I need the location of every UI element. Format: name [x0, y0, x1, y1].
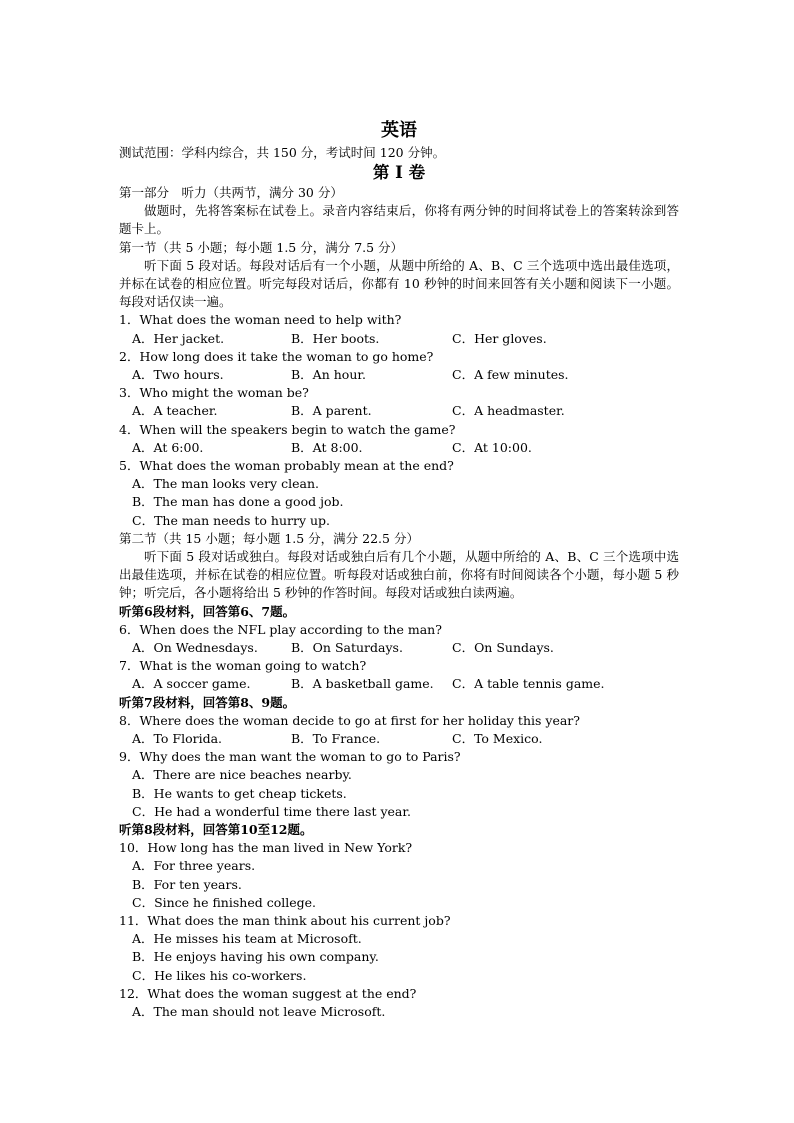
- option-b: B．To France.: [291, 731, 381, 746]
- volume-heading: 第 I 卷: [372, 163, 426, 182]
- options-4: [119, 439, 679, 457]
- option-a: A．For three years.: [132, 858, 256, 874]
- option-b: B．A parent.: [291, 403, 372, 419]
- material-7-heading: 听第7段材料，回答第8、9题。: [119, 694, 296, 710]
- option-c: C．Since he finished college.: [132, 894, 316, 910]
- option-c: C．The man needs to hurry up.: [132, 512, 331, 528]
- question-12: 12．What does the woman suggest at the end?: [119, 985, 417, 1001]
- option-a: A．On Wednesdays.: [132, 640, 258, 656]
- options-6: [119, 639, 679, 657]
- question-9: 9．Why does the man want the woman to go to Paris?: [119, 749, 461, 765]
- question-7: 7．What is the woman going to watch?: [119, 658, 367, 674]
- option-b: B．The man has done a good job.: [132, 494, 344, 510]
- options-2: [119, 366, 679, 384]
- option-a: A．There are nice beaches nearby.: [132, 767, 352, 783]
- option-a: A．A teacher.: [132, 403, 218, 419]
- option-a: A．Her jacket.: [132, 330, 225, 346]
- option-b: B．At 8:00.: [291, 439, 363, 455]
- section2-heading: 第二节（共 15 小题；每小题 1.5 分，满分 22.5 分）: [119, 530, 419, 546]
- option-b: B．A basketball game.: [291, 676, 434, 692]
- question-6: 6．When does the NFL play according to the man?: [119, 621, 442, 637]
- question-8: 8．Where does the woman decide to go at first for her holiday this year?: [119, 712, 580, 728]
- option-c: C．He likes his co-workers.: [132, 967, 307, 983]
- option-b: B．An hour.: [291, 367, 366, 383]
- option-b: B．For ten years.: [132, 876, 242, 892]
- option-c: C．A table tennis game.: [452, 676, 605, 692]
- option-a: A．The man should not leave Microsoft.: [132, 1004, 386, 1020]
- options-8: [119, 730, 679, 748]
- option-c: C．Her gloves.: [452, 330, 547, 346]
- page-title: 英语: [381, 120, 417, 141]
- options-7: [119, 675, 679, 693]
- option-c: C．To Mexico.: [452, 731, 543, 746]
- test-range: 测试范围：学科内综合，共 150 分，考试时间 120 分钟。: [119, 145, 446, 160]
- option-a: A．A soccer game.: [132, 676, 251, 692]
- section1-instructions: 听下面 5 段对话。每段对话后有一个小题，从题中所给的 A、B、C 三个选项中选出最佳选项，并标在试卷的相应位置。听完每段对话后，你都有 10 秒钟的时间来回答有关小题和阅读下一小题。每段对话仅读一遍。: [119, 257, 679, 310]
- option-a: A．At 6:00.: [132, 439, 204, 455]
- material-6-heading: 听第6段材料，回答第6、7题。: [119, 603, 296, 619]
- option-a: A．To Florida.: [132, 731, 222, 746]
- question-4: 4．When will the speakers begin to watch the game?: [119, 421, 456, 437]
- option-c: C．At 10:00.: [452, 439, 532, 455]
- part1-heading: 第一部分 听力（共两节，满分 30 分）: [119, 185, 343, 200]
- option-c: C．He had a wonderful time there last year.: [132, 803, 411, 819]
- section2-instructions: 听下面 5 段对话或独白。每段对话或独白后有几个小题，从题中所给的 A、B、C 三个选项中选出最佳选项，并标在试卷的相应位置。听每段对话或独白前，你将有时间阅读各个小题，每小题 5 秒钟；听完后，各小题将给出 5 秒钟的作答时间。每段对话或独白读两遍。: [119, 549, 679, 601]
- material-8-heading: 听第8段材料，回答第10至12题。: [119, 822, 313, 837]
- option-a: A．He misses his team at Microsoft.: [132, 931, 362, 947]
- option-b: B．On Saturdays.: [291, 640, 403, 656]
- option-c: C．A few minutes.: [452, 367, 569, 383]
- question-11: 11．What does the man think about his current job?: [119, 913, 451, 929]
- question-2: 2．How long does it take the woman to go home?: [119, 348, 434, 364]
- question-1: 1．What does the woman need to help with?: [119, 312, 402, 328]
- options-3: [119, 402, 679, 420]
- option-b: B．He wants to get cheap tickets.: [132, 785, 347, 801]
- option-b: B．He enjoys having his own company.: [132, 949, 379, 965]
- exam-page: [119, 118, 679, 1021]
- question-5: 5．What does the woman probably mean at the end?: [119, 457, 454, 473]
- option-c: C．On Sundays.: [452, 640, 554, 656]
- question-10: 10．How long has the man lived in New York?: [119, 840, 413, 856]
- option-c: C．A headmaster.: [452, 403, 565, 419]
- section1-heading: 第一节（共 5 小题；每小题 1.5 分，满分 7.5 分）: [119, 239, 404, 255]
- option-a: A．Two hours.: [132, 367, 224, 383]
- part1-instructions: 做题时，先将答案标在试卷上。录音内容结束后，你将有两分钟的时间将试卷上的答案转涂到答题卡上。: [119, 203, 679, 237]
- options-1: [119, 330, 679, 348]
- option-a: A．The man looks very clean.: [132, 476, 319, 492]
- question-3: 3．Who might the woman be?: [119, 385, 309, 401]
- option-b: B．Her boots.: [291, 330, 380, 346]
